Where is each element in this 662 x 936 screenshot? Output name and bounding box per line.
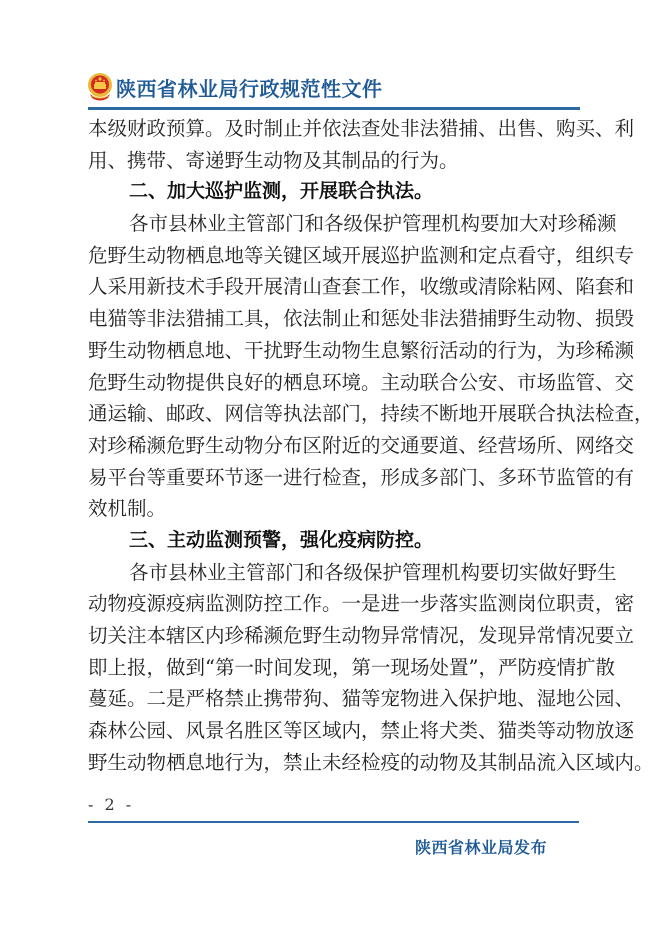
paragraph-line: 各市县林业主管部门和各级保护管理机构要切实做好野生	[129, 560, 617, 584]
footer-divider	[88, 821, 579, 823]
paragraph-line: 即上报，做到“第一时间发现，第一现场处置”，严防疫情扩散	[88, 655, 615, 679]
paragraph-line: 对珍稀濒危野生动物分布区附近的交通要道、经营场所、网络交	[88, 433, 635, 457]
paragraph-line: 切关注本辖区内珍稀濒危野生动物异常情况，发现异常情况要立	[88, 624, 635, 647]
section-heading: 二、加大巡护监测，开展联合执法。	[129, 180, 434, 203]
paragraph-line: 危野生动物提供良好的栖息环境。主动联合公安、市场监管、交	[88, 370, 635, 394]
paragraph-line: 危野生动物栖息地等关键区域开展巡护监测和定点看守，组织专	[88, 243, 635, 267]
document-body	[88, 113, 654, 778]
paragraph-line: 用、携带、寄递野生动物及其制品的行为。	[88, 148, 459, 172]
paragraph-line: 森林公园、风景名胜区等区域内，禁止将犬类、猫类等动物放逐	[88, 719, 635, 743]
paragraph-line: 电猫等非法猎捕工具，依法制止和惩处非法猎捕野生动物、损毁	[88, 307, 635, 331]
paragraph-line: 效机制。	[88, 497, 167, 521]
paragraph-line: 蔓延。二是严格禁止携带狗、猫等宠物进入保护地、湿地公园、	[88, 687, 635, 711]
paragraph-line: 动物疫源疫病监测防控工作。一是进一步落实监测岗位职责，密	[88, 592, 635, 616]
document-series-title: 陕西省林业局行政规范性文件	[116, 76, 383, 101]
paragraph-line: 易平台等重要环节逐一进行检查，形成多部门、多环节监管的有	[88, 465, 635, 489]
paragraph-line: 野生动物栖息地行为，禁止未经检疫的动物及其制品流入区域内。	[88, 750, 654, 774]
page-number: - 2 -	[88, 795, 135, 814]
document-header	[86, 70, 383, 104]
publisher-label: 陕西省林业局发布	[415, 838, 548, 857]
section-heading: 三、主动监测预警，强化疫病防控。	[129, 528, 434, 551]
national-emblem-icon	[86, 72, 114, 102]
paragraph-line: 野生动物栖息地、干扰野生动物生息繁衍活动的行为，为珍稀濒	[88, 338, 635, 362]
header-divider	[88, 107, 580, 110]
paragraph-line: 通运输、邮政、网信等执法部门，持续不断地开展联合执法检查，	[88, 402, 654, 426]
paragraph-line: 本级财政预算。及时制止并依法查处非法猎捕、出售、购买、利	[88, 117, 635, 140]
paragraph-line: 人采用新技术手段开展清山查套工作，收缴或清除粘网、陷套和	[88, 275, 635, 299]
paragraph-line: 各市县林业主管部门和各级保护管理机构要加大对珍稀濒	[129, 212, 617, 236]
